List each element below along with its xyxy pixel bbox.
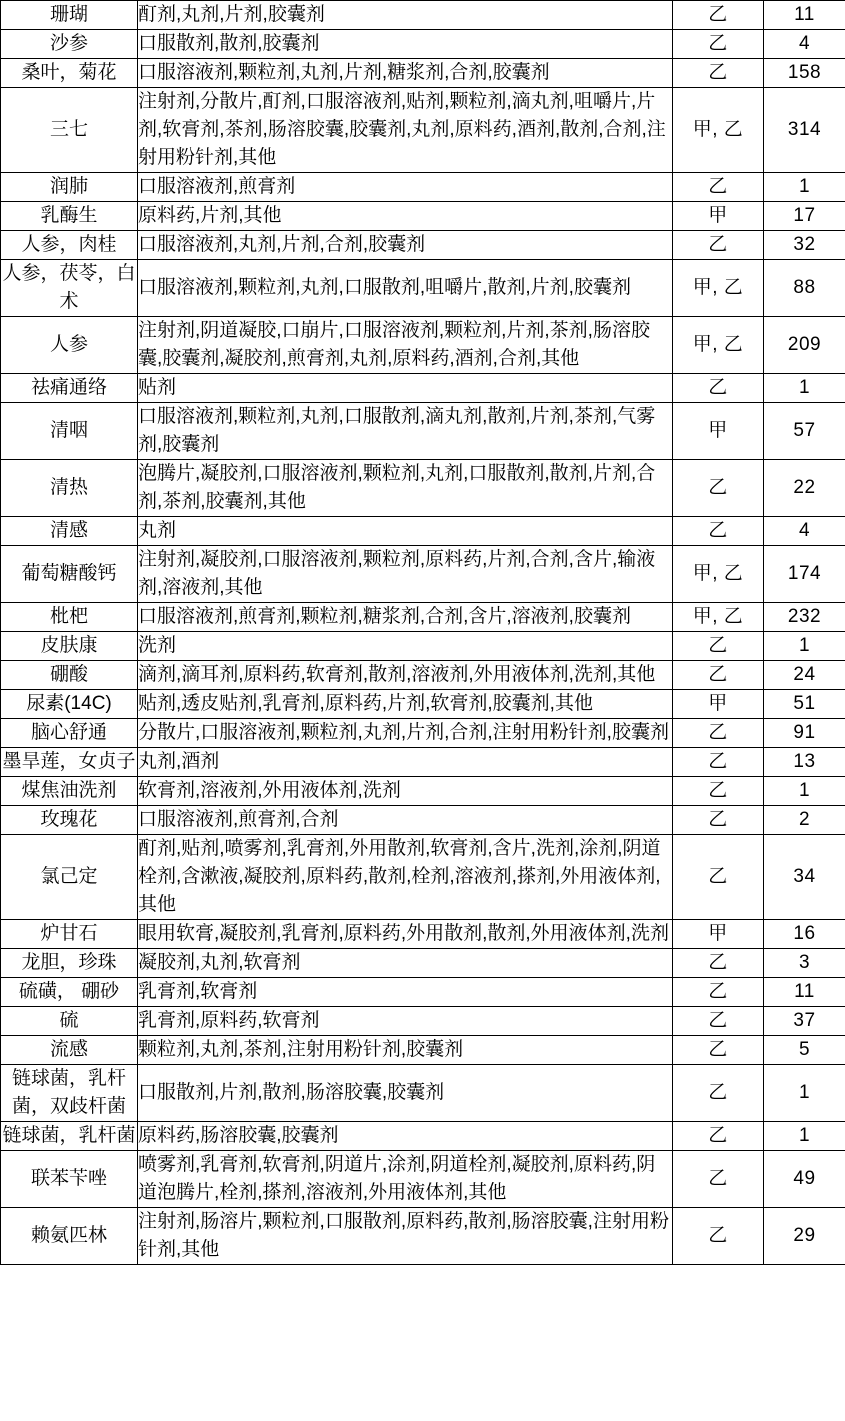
drug-name-cell: 流感: [1, 1036, 138, 1065]
category-cell: 甲: [673, 690, 764, 719]
category-cell: 乙: [673, 231, 764, 260]
category-cell: 乙: [673, 460, 764, 517]
dosage-forms-cell: 酊剂,贴剂,喷雾剂,乳膏剂,外用散剂,软膏剂,含片,洗剂,涂剂,阴道栓剂,含漱液,凝胶剂,原料药,散剂,栓剂,溶液剂,搽剂,外用液体剂,其他: [138, 835, 673, 920]
drug-name-cell: 皮肤康: [1, 632, 138, 661]
table-row: [1, 460, 845, 517]
table-row: [1, 173, 845, 202]
dosage-forms-cell: 口服散剂,散剂,胶囊剂: [138, 30, 673, 59]
count-cell: 17: [764, 202, 845, 231]
category-cell: 乙: [673, 1007, 764, 1036]
drug-name-cell: 硫磺， 硼砂: [1, 978, 138, 1007]
category-cell: 乙: [673, 719, 764, 748]
table-row: [1, 1, 845, 30]
table-row: [1, 260, 845, 317]
count-cell: 11: [764, 978, 845, 1007]
category-cell: 乙: [673, 30, 764, 59]
drug-name-cell: 墨旱莲，女贞子: [1, 748, 138, 777]
count-cell: 1: [764, 777, 845, 806]
drug-name-cell: 人参，肉桂: [1, 231, 138, 260]
drug-name-cell: 清咽: [1, 403, 138, 460]
count-cell: 158: [764, 59, 845, 88]
table-row: [1, 632, 845, 661]
drug-name-cell: 桑叶，菊花: [1, 59, 138, 88]
table-row: [1, 748, 845, 777]
table-row: [1, 806, 845, 835]
count-cell: 3: [764, 949, 845, 978]
dosage-forms-cell: 喷雾剂,乳膏剂,软膏剂,阴道片,涂剂,阴道栓剂,凝胶剂,原料药,阴道泡腾片,栓剂,搽剂,溶液剂,外用液体剂,其他: [138, 1151, 673, 1208]
category-cell: 乙: [673, 978, 764, 1007]
drug-name-cell: 链球菌，乳杆菌: [1, 1122, 138, 1151]
count-cell: 34: [764, 835, 845, 920]
count-cell: 22: [764, 460, 845, 517]
dosage-forms-cell: 酊剂,丸剂,片剂,胶囊剂: [138, 1, 673, 30]
drug-name-cell: 炉甘石: [1, 920, 138, 949]
category-cell: 甲: [673, 920, 764, 949]
category-cell: 甲, 乙: [673, 88, 764, 173]
table-row: [1, 949, 845, 978]
category-cell: 乙: [673, 1208, 764, 1265]
category-cell: 乙: [673, 949, 764, 978]
drug-name-cell: 人参: [1, 317, 138, 374]
table-row: [1, 920, 845, 949]
dosage-forms-cell: 乳膏剂,软膏剂: [138, 978, 673, 1007]
dosage-forms-cell: 口服溶液剂,煎膏剂: [138, 173, 673, 202]
category-cell: 甲, 乙: [673, 546, 764, 603]
category-cell: 乙: [673, 59, 764, 88]
count-cell: 51: [764, 690, 845, 719]
drug-name-cell: 珊瑚: [1, 1, 138, 30]
count-cell: 4: [764, 30, 845, 59]
category-cell: 乙: [673, 777, 764, 806]
table-row: [1, 403, 845, 460]
table-row: [1, 1151, 845, 1208]
table-row: [1, 1065, 845, 1122]
count-cell: 1: [764, 1122, 845, 1151]
dosage-forms-cell: 分散片,口服溶液剂,颗粒剂,丸剂,片剂,合剂,注射用粉针剂,胶囊剂: [138, 719, 673, 748]
drug-name-cell: 三七: [1, 88, 138, 173]
category-cell: 乙: [673, 1151, 764, 1208]
count-cell: 1: [764, 374, 845, 403]
drug-name-cell: 葡萄糖酸钙: [1, 546, 138, 603]
category-cell: 乙: [673, 835, 764, 920]
dosage-forms-cell: 口服溶液剂,颗粒剂,丸剂,口服散剂,滴丸剂,散剂,片剂,茶剂,气雾剂,胶囊剂: [138, 403, 673, 460]
dosage-forms-cell: 软膏剂,溶液剂,外用液体剂,洗剂: [138, 777, 673, 806]
dosage-forms-cell: 洗剂: [138, 632, 673, 661]
category-cell: 乙: [673, 1036, 764, 1065]
drug-name-cell: 乳酶生: [1, 202, 138, 231]
dosage-forms-cell: 口服溶液剂,丸剂,片剂,合剂,胶囊剂: [138, 231, 673, 260]
category-cell: 乙: [673, 1065, 764, 1122]
drug-name-cell: 人参，茯苓，白术: [1, 260, 138, 317]
table-row: [1, 777, 845, 806]
drug-name-cell: 链球菌，乳杆菌，双歧杆菌: [1, 1065, 138, 1122]
count-cell: 16: [764, 920, 845, 949]
dosage-forms-cell: 注射剂,阴道凝胶,口崩片,口服溶液剂,颗粒剂,片剂,茶剂,肠溶胶囊,胶囊剂,凝胶剂,煎膏剂,丸剂,原料药,酒剂,合剂,其他: [138, 317, 673, 374]
table-row: [1, 59, 845, 88]
dosage-forms-cell: 眼用软膏,凝胶剂,乳膏剂,原料药,外用散剂,散剂,外用液体剂,洗剂: [138, 920, 673, 949]
dosage-forms-cell: 滴剂,滴耳剂,原料药,软膏剂,散剂,溶液剂,外用液体剂,洗剂,其他: [138, 661, 673, 690]
category-cell: 乙: [673, 173, 764, 202]
drug-name-cell: 龙胆，珍珠: [1, 949, 138, 978]
drug-name-cell: 润肺: [1, 173, 138, 202]
drug-name-cell: 沙参: [1, 30, 138, 59]
count-cell: 37: [764, 1007, 845, 1036]
count-cell: 209: [764, 317, 845, 374]
table-row: [1, 374, 845, 403]
dosage-forms-cell: 乳膏剂,原料药,软膏剂: [138, 1007, 673, 1036]
dosage-forms-cell: 凝胶剂,丸剂,软膏剂: [138, 949, 673, 978]
drug-name-cell: 联苯苄唑: [1, 1151, 138, 1208]
table-body: [1, 1, 845, 1265]
category-cell: 甲: [673, 202, 764, 231]
count-cell: 232: [764, 603, 845, 632]
category-cell: 乙: [673, 632, 764, 661]
table-row: [1, 690, 845, 719]
table-row: [1, 202, 845, 231]
table-row: [1, 317, 845, 374]
count-cell: 1: [764, 1065, 845, 1122]
count-cell: 29: [764, 1208, 845, 1265]
category-cell: 乙: [673, 517, 764, 546]
dosage-forms-cell: 贴剂: [138, 374, 673, 403]
table-row: [1, 517, 845, 546]
drug-name-cell: 清热: [1, 460, 138, 517]
table-row: [1, 1208, 845, 1265]
category-cell: 乙: [673, 374, 764, 403]
drug-name-cell: 硼酸: [1, 661, 138, 690]
dosage-forms-cell: 贴剂,透皮贴剂,乳膏剂,原料药,片剂,软膏剂,胶囊剂,其他: [138, 690, 673, 719]
category-cell: 乙: [673, 748, 764, 777]
category-cell: 乙: [673, 1122, 764, 1151]
dosage-forms-cell: 原料药,肠溶胶囊,胶囊剂: [138, 1122, 673, 1151]
table-row: [1, 231, 845, 260]
drug-name-cell: 煤焦油洗剂: [1, 777, 138, 806]
dosage-forms-cell: 口服散剂,片剂,散剂,肠溶胶囊,胶囊剂: [138, 1065, 673, 1122]
dosage-forms-cell: 泡腾片,凝胶剂,口服溶液剂,颗粒剂,丸剂,口服散剂,散剂,片剂,合剂,茶剂,胶囊剂,其他: [138, 460, 673, 517]
count-cell: 1: [764, 632, 845, 661]
dosage-forms-cell: 原料药,片剂,其他: [138, 202, 673, 231]
count-cell: 13: [764, 748, 845, 777]
dosage-forms-cell: 注射剂,凝胶剂,口服溶液剂,颗粒剂,原料药,片剂,合剂,含片,输液剂,溶液剂,其他: [138, 546, 673, 603]
count-cell: 49: [764, 1151, 845, 1208]
table-row: [1, 1007, 845, 1036]
category-cell: 乙: [673, 661, 764, 690]
table-row: [1, 661, 845, 690]
drug-name-cell: 赖氨匹林: [1, 1208, 138, 1265]
category-cell: 乙: [673, 806, 764, 835]
table-row: [1, 978, 845, 1007]
category-cell: 甲, 乙: [673, 260, 764, 317]
dosage-forms-cell: 口服溶液剂,煎膏剂,合剂: [138, 806, 673, 835]
table-row: [1, 835, 845, 920]
category-cell: 甲, 乙: [673, 603, 764, 632]
table-row: [1, 30, 845, 59]
count-cell: 174: [764, 546, 845, 603]
count-cell: 5: [764, 1036, 845, 1065]
category-cell: 乙: [673, 1, 764, 30]
drug-name-cell: 枇杷: [1, 603, 138, 632]
dosage-forms-cell: 口服溶液剂,颗粒剂,丸剂,口服散剂,咀嚼片,散剂,片剂,胶囊剂: [138, 260, 673, 317]
drug-name-cell: 硫: [1, 1007, 138, 1036]
dosage-forms-cell: 丸剂: [138, 517, 673, 546]
count-cell: 1: [764, 173, 845, 202]
drug-name-cell: 祛痛通络: [1, 374, 138, 403]
drug-name-cell: 脑心舒通: [1, 719, 138, 748]
table-row: [1, 1122, 845, 1151]
count-cell: 91: [764, 719, 845, 748]
table-row: [1, 719, 845, 748]
table-row: [1, 603, 845, 632]
drug-name-cell: 氯己定: [1, 835, 138, 920]
table-row: [1, 1036, 845, 1065]
count-cell: 32: [764, 231, 845, 260]
count-cell: 314: [764, 88, 845, 173]
count-cell: 4: [764, 517, 845, 546]
category-cell: 甲: [673, 403, 764, 460]
dosage-forms-cell: 丸剂,酒剂: [138, 748, 673, 777]
table-row: [1, 88, 845, 173]
count-cell: 57: [764, 403, 845, 460]
count-cell: 88: [764, 260, 845, 317]
table-row: [1, 546, 845, 603]
drug-name-cell: 尿素(14C): [1, 690, 138, 719]
count-cell: 2: [764, 806, 845, 835]
count-cell: 11: [764, 1, 845, 30]
drug-name-cell: 玫瑰花: [1, 806, 138, 835]
count-cell: 24: [764, 661, 845, 690]
dosage-forms-cell: 口服溶液剂,颗粒剂,丸剂,片剂,糖浆剂,合剂,胶囊剂: [138, 59, 673, 88]
drug-name-cell: 清感: [1, 517, 138, 546]
dosage-forms-cell: 注射剂,分散片,酊剂,口服溶液剂,贴剂,颗粒剂,滴丸剂,咀嚼片,片剂,软膏剂,茶剂,肠溶胶囊,胶囊剂,丸剂,原料药,酒剂,散剂,合剂,注射用粉针剂,其他: [138, 88, 673, 173]
category-cell: 甲, 乙: [673, 317, 764, 374]
dosage-forms-cell: 口服溶液剂,煎膏剂,颗粒剂,糖浆剂,合剂,含片,溶液剂,胶囊剂: [138, 603, 673, 632]
dosage-forms-cell: 颗粒剂,丸剂,茶剂,注射用粉针剂,胶囊剂: [138, 1036, 673, 1065]
dosage-forms-cell: 注射剂,肠溶片,颗粒剂,口服散剂,原料药,散剂,肠溶胶囊,注射用粉针剂,其他: [138, 1208, 673, 1265]
